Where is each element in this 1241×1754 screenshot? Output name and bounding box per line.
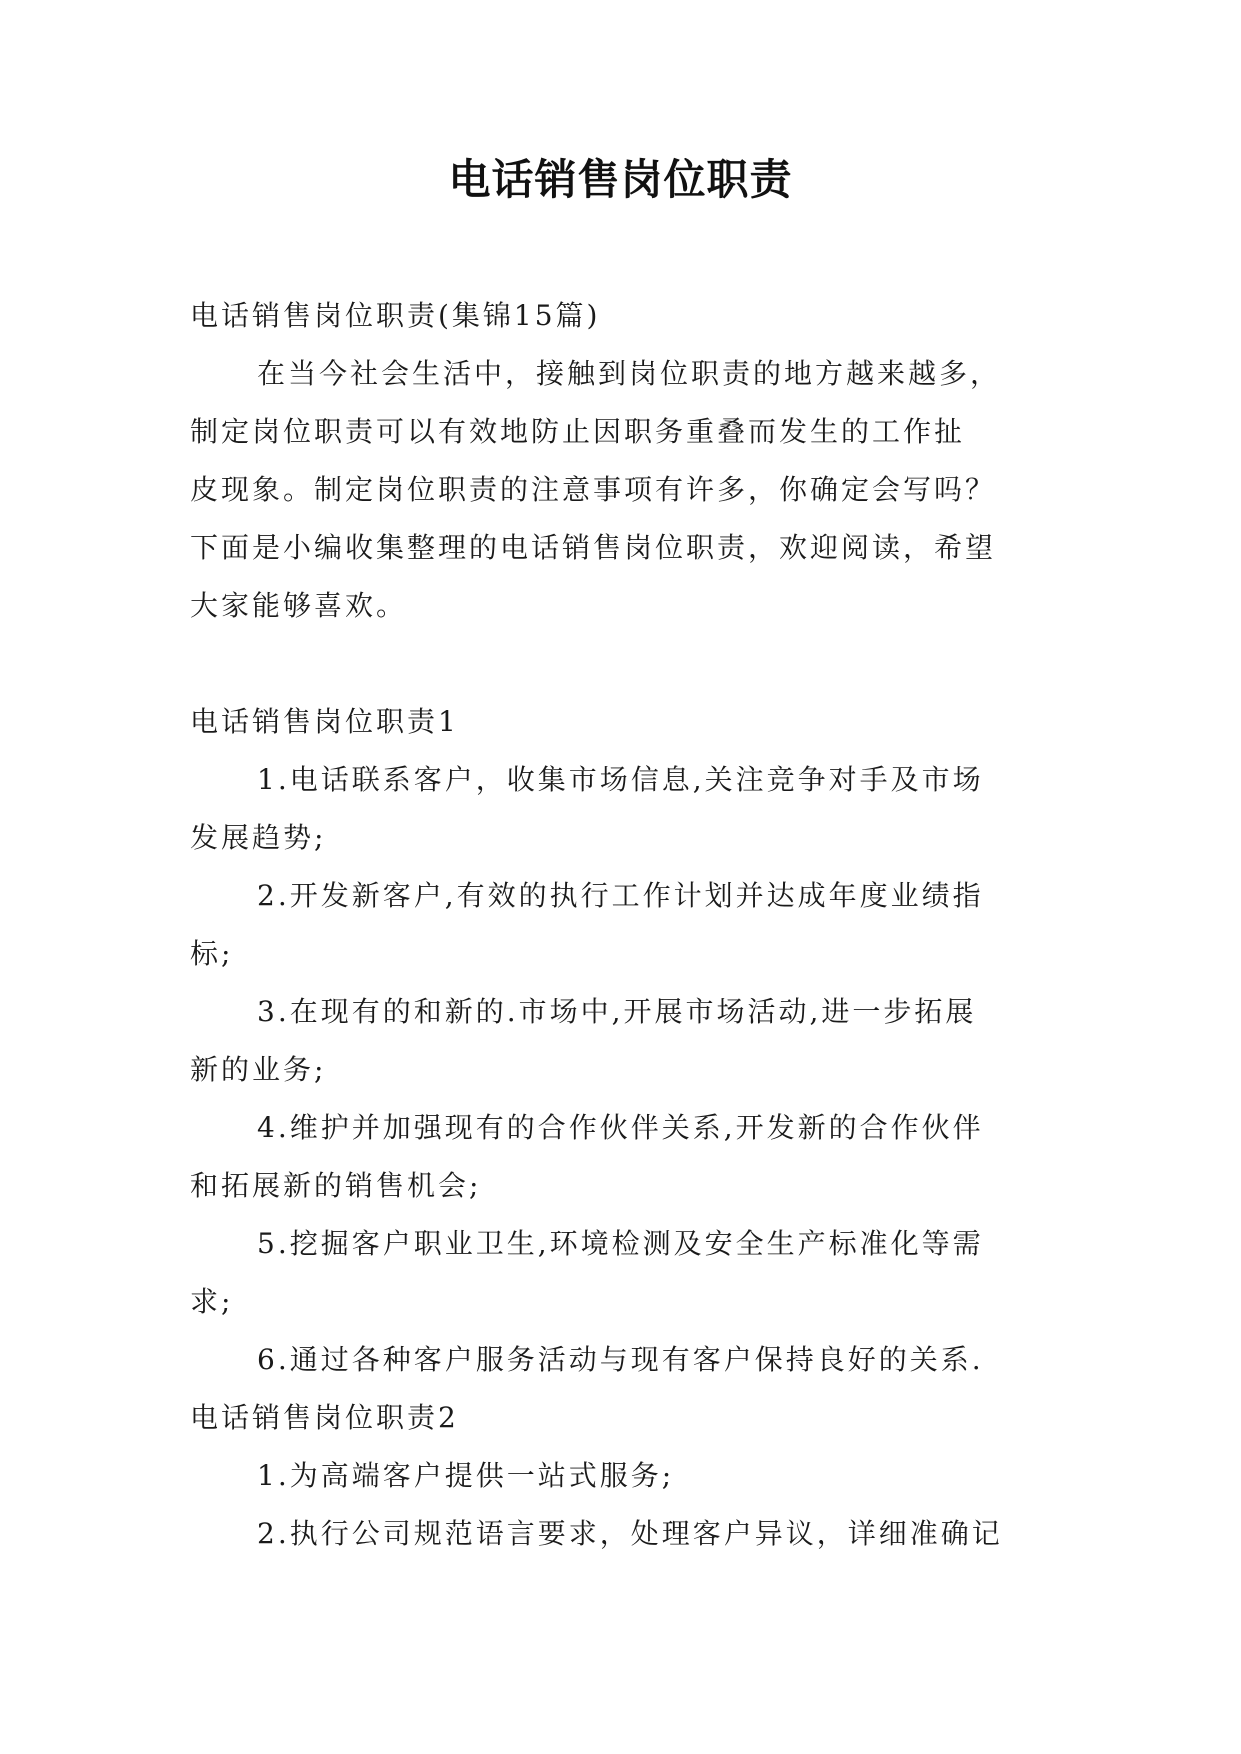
intro-line: 在当今社会生活中，接触到岗位职责的地方越来越多， [257,357,1002,390]
list-item-line: 标; [190,937,234,970]
list-item-line: 2.执行公司规范语言要求，处理客户异议，详细准确记 [257,1517,1003,1550]
list-item-line: 5.挖掘客户职业卫生,环境检测及安全生产标准化等需 [257,1227,984,1260]
list-item [190,983,1050,1099]
paragraph-spacer [190,635,1050,693]
list-item-line: 3.在现有的和新的.市场中,开展市场活动,进一步拓展 [257,995,977,1028]
list-item [190,751,1050,867]
intro-line: 下面是小编收集整理的电话销售岗位职责，欢迎阅读，希望 [190,531,997,564]
list-item [190,1099,1050,1215]
document-subtitle: 电话销售岗位职责(集锦15篇) [190,299,601,332]
list-item-line: 6.通过各种客户服务活动与现有客户保持良好的关系. [257,1343,984,1376]
document-title: 电话销售岗位职责 [448,155,793,204]
section-heading: 电话销售岗位职责1 [190,705,459,738]
document-body [190,287,1050,1563]
list-item [190,1505,1050,1563]
section-1 [190,693,1050,1389]
list-item-line: 求; [190,1285,234,1318]
list-item-line: 1.为高端客户提供一站式服务; [257,1459,675,1492]
intro-line: 皮现象。制定岗位职责的注意事项有许多，你确定会写吗？ [190,473,997,506]
list-item-line: 和拓展新的销售机会; [190,1169,482,1202]
list-item [190,1215,1050,1331]
list-item [190,1447,1050,1505]
intro-paragraph [190,345,1050,635]
list-item-line: 2.开发新客户,有效的执行工作计划并达成年度业绩指 [257,879,984,912]
list-item-line: 1.电话联系客户，收集市场信息,关注竞争对手及市场 [257,763,984,796]
intro-line: 制定岗位职责可以有效地防止因职务重叠而发生的工作扯 [190,415,966,448]
section-2 [190,1389,1050,1563]
list-item-line: 4.维护并加强现有的合作伙伴关系,开发新的合作伙伴 [257,1111,984,1144]
list-item-line: 新的业务; [190,1053,327,1086]
list-item [190,867,1050,983]
list-item-line: 发展趋势; [190,821,327,854]
list-item [190,1331,1050,1389]
intro-line: 大家能够喜欢。 [190,589,408,622]
section-heading: 电话销售岗位职责2 [190,1401,459,1434]
